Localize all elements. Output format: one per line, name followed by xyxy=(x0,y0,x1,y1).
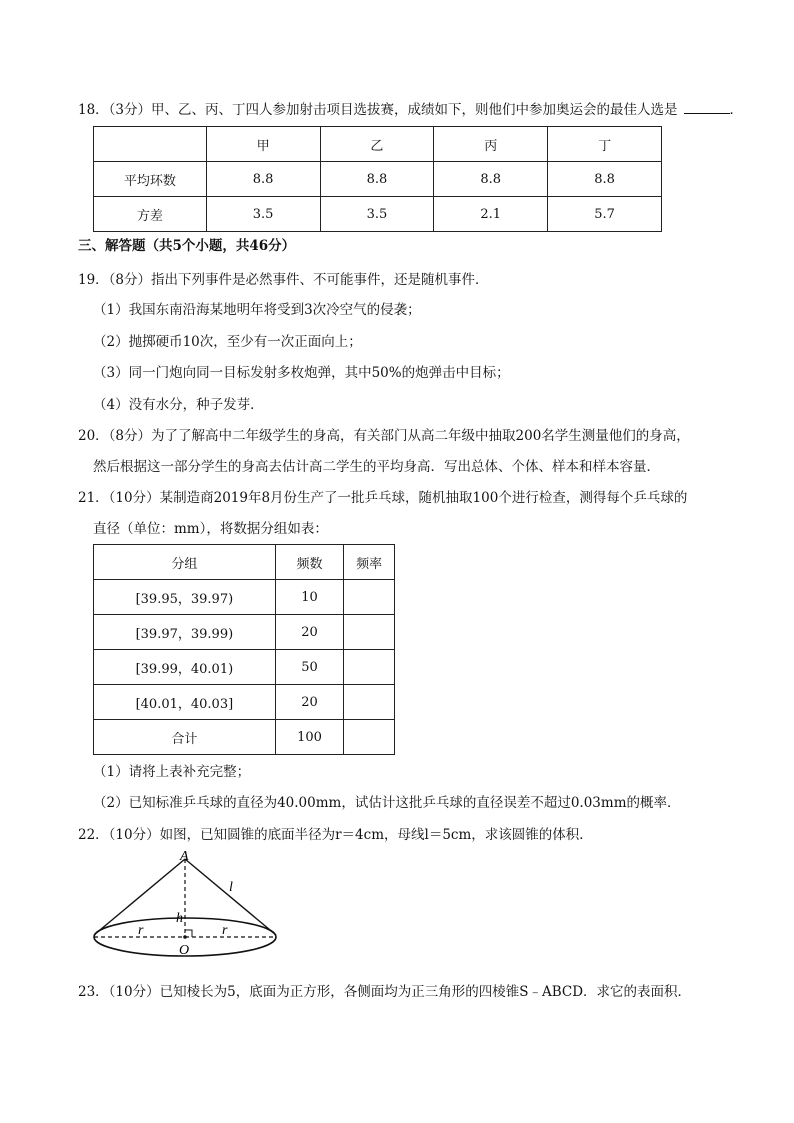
table-cell: 100 xyxy=(275,720,344,755)
q19-item-4: （4）没有水分，种子发芽． xyxy=(93,397,264,413)
q21-line-1: 21．（10分）某制造商2019年8月份生产了一批乒乓球，随机抽取100个进行检查，测得每个乒乓球的 xyxy=(78,490,688,506)
table-cell: 8.8 xyxy=(320,162,434,197)
rate-input-cell[interactable] xyxy=(344,720,395,755)
table-row xyxy=(94,685,395,720)
q21-item-2: （2）已知标准乒乓球的直径为40.00mm，试估计这批乒乓球的直径误差不超过0.03mm的概率． xyxy=(93,795,681,811)
table-cell: 2.1 xyxy=(434,197,548,232)
table-header-ding: 丁 xyxy=(548,127,662,162)
label-a: A xyxy=(180,849,189,864)
table-cell: 8.8 xyxy=(548,162,662,197)
label-r-left: r xyxy=(138,923,144,938)
cone-figure xyxy=(88,846,298,958)
answer-blank[interactable] xyxy=(684,101,730,114)
table-header-frequency: 频数 xyxy=(275,545,344,580)
q21-item-1: （1）请将上表补充完整； xyxy=(93,764,251,780)
table-header-jia: 甲 xyxy=(206,127,320,162)
table-row xyxy=(94,162,662,197)
table-header-row xyxy=(94,127,662,162)
rate-input-cell[interactable] xyxy=(344,685,395,720)
table-cell: [39.97，39.99) xyxy=(94,615,276,650)
cone-right-slant xyxy=(185,859,276,935)
q18-table xyxy=(93,126,662,232)
q23-text: 23．（10分）已知棱长为5，底面为正方形，各侧面均为正三角形的四棱锥S﹣ABCD．求它的表面积． xyxy=(78,984,692,1000)
table-row xyxy=(94,615,395,650)
label-l: l xyxy=(229,880,233,895)
q19-item-2: （2）抛掷硬币10次，至少有一次正面向上； xyxy=(93,334,362,350)
table-cell: [39.99，40.01) xyxy=(94,650,276,685)
q21-table xyxy=(93,544,395,755)
q19-item-1: （1）我国东南沿海某地明年将受到3次冷空气的侵袭； xyxy=(93,302,421,318)
table-header-row xyxy=(94,545,395,580)
table-row xyxy=(94,580,395,615)
table-cell: [39.95，39.97) xyxy=(94,580,276,615)
table-cell xyxy=(94,127,207,162)
table-header-group: 分组 xyxy=(94,545,276,580)
q21-line-2: 直径（单位：mm），将数据分组如表： xyxy=(93,521,328,537)
q20-line-1: 20．（8分）为了了解高中二年级学生的身高，有关部门从高二年级中抽取200名学生测量他们的身高， xyxy=(78,428,690,444)
label-r-right: r xyxy=(222,923,228,938)
table-header-yi: 乙 xyxy=(320,127,434,162)
table-header-bing: 丙 xyxy=(434,127,548,162)
rate-input-cell[interactable] xyxy=(344,580,395,615)
center-point xyxy=(183,935,187,939)
q22-text: 22．（10分）如图，已知圆锥的底面半径为r＝4cm，母线l＝5cm，求该圆锥的体积． xyxy=(78,827,593,843)
table-cell: 50 xyxy=(275,650,344,685)
row-label: 平均环数 xyxy=(94,162,207,197)
table-cell: 8.8 xyxy=(434,162,548,197)
section-title: 三、解答题（共5个小题，共46分） xyxy=(78,238,296,254)
table-header-rate: 频率 xyxy=(344,545,395,580)
table-row xyxy=(94,650,395,685)
table-cell: 合计 xyxy=(94,720,276,755)
q18-text: 18．（3分）甲、乙、丙、丁四人参加射击项目选拔赛，成绩如下，则他们中参加奥运会的最佳人选是 ． xyxy=(78,102,744,118)
table-cell: 8.8 xyxy=(206,162,320,197)
rate-input-cell[interactable] xyxy=(344,650,395,685)
label-h: h xyxy=(176,911,183,926)
table-row xyxy=(94,720,395,755)
table-cell: 3.5 xyxy=(320,197,434,232)
rate-input-cell[interactable] xyxy=(344,615,395,650)
label-o: O xyxy=(179,943,190,958)
table-cell: 20 xyxy=(275,685,344,720)
table-cell: 20 xyxy=(275,615,344,650)
q19-text: 19．（8分）指出下列事件是必然事件、不可能事件，还是随机事件． xyxy=(78,272,489,288)
table-cell: 10 xyxy=(275,580,344,615)
table-cell: [40.01，40.03] xyxy=(94,685,276,720)
q19-item-3: （3）同一门炮向同一目标发射多枚炮弹，其中50%的炮弹击中目标； xyxy=(93,365,510,381)
row-label: 方差 xyxy=(94,197,207,232)
table-row xyxy=(94,197,662,232)
q20-line-2: 然后根据这一部分学生的身高去估计高二学生的平均身高．写出总体、个体、样本和样本容量． xyxy=(93,459,660,475)
table-cell: 3.5 xyxy=(206,197,320,232)
table-cell: 5.7 xyxy=(548,197,662,232)
